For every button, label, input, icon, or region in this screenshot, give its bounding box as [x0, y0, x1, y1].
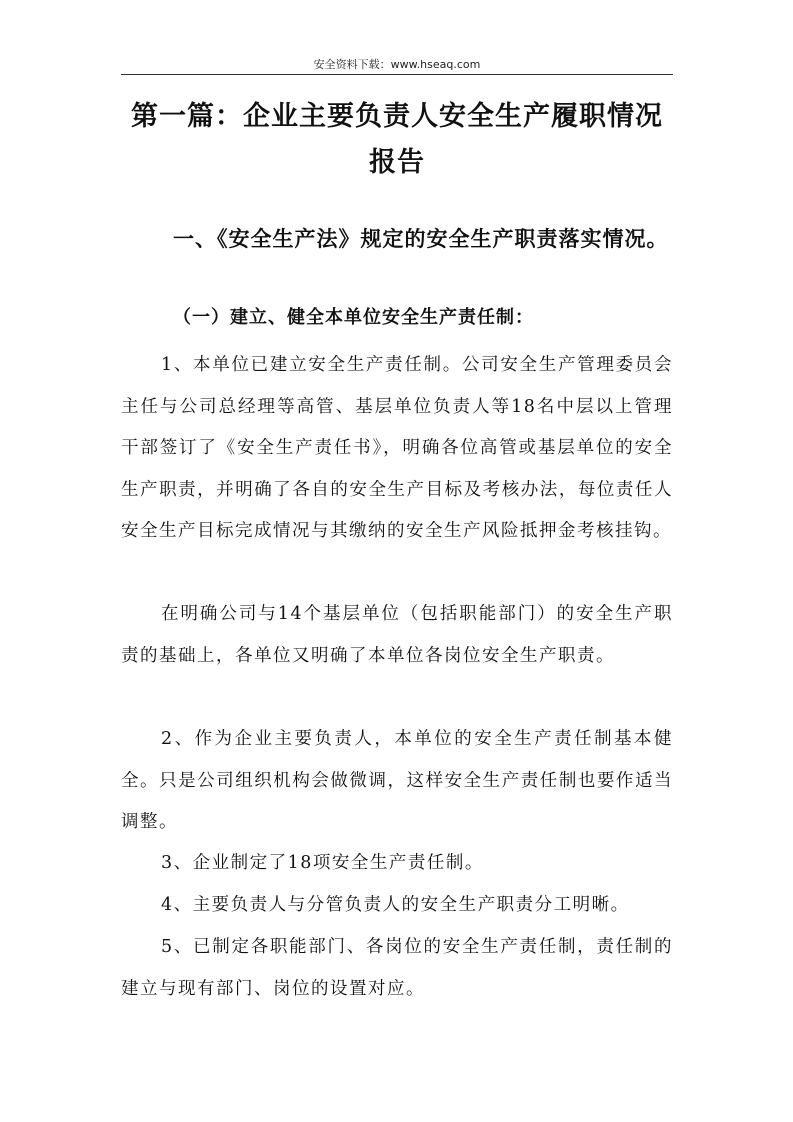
- paragraph-2: 在明确公司与14个基层单位（包括职能部门）的安全生产职责的基础上，各单位又明确了本单位各岗位安全生产职责。: [121, 604, 673, 666]
- paragraph-1: 1、本单位已建立安全生产责任制。公司安全生产管理委员会主任与公司总经理等高管、基层单位负责人等18名中层以上管理干部签订了《安全生产责任书》，明确各位高管或基层单位的安全生产职责，并明确了各自的安全生产目标及考核办法，每位责任人安全生产目标完成情况与其缴纳的安全生产风险抵押金考核挂钩。: [121, 355, 673, 541]
- document-title: [121, 94, 673, 186]
- paragraph-5: 4、主要负责人与分管负责人的安全生产职责分工明晰。: [161, 895, 630, 915]
- document-title-line-1: 第一篇：企业主要负责人安全生产履职情况: [131, 101, 663, 132]
- paragraph-4: 3、企业制定了18项安全生产责任制。: [161, 853, 484, 873]
- paragraph-6: 5、已制定各职能部门、各岗位的安全生产责任制，责任制的建立与现有部门、岗位的设置对应。: [121, 937, 673, 999]
- section-heading: 一、《安全生产法》规定的安全生产职责落实情况。: [173, 227, 669, 251]
- subsection-heading: （一）建立、健全本单位安全生产责任制：: [173, 307, 534, 328]
- header-divider: [121, 74, 673, 75]
- paragraph-3: 2、作为企业主要负责人，本单位的安全生产责任制基本健全。只是公司组织机构会做微调，这样安全生产责任制也要作适当调整。: [121, 729, 673, 832]
- page-header: 安全资料下载：www.hseaq.com: [313, 58, 481, 71]
- document-title-line-2: 报告: [369, 147, 425, 178]
